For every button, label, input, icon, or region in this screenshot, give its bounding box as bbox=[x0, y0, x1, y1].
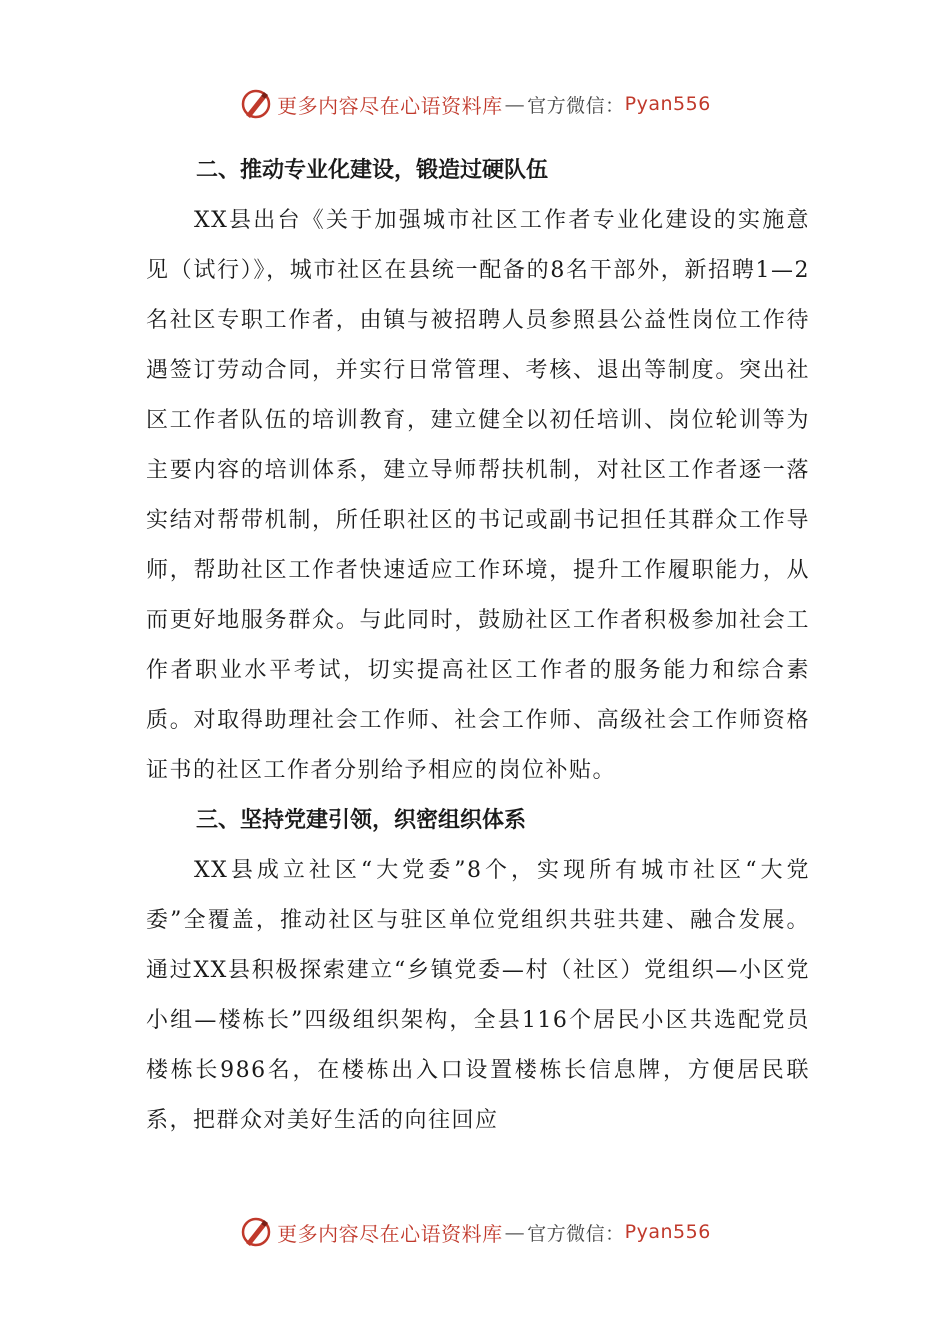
section-heading-3: 三、坚持党建引领，织密组织体系 bbox=[196, 808, 527, 833]
watermark-dash: — bbox=[504, 92, 526, 116]
watermark-label: 官方微信： bbox=[527, 1222, 625, 1245]
watermark-text: 更多内容尽在心语资料库 bbox=[277, 1221, 503, 1246]
section-paragraph-3: XX县成立社区“大党委”8个，实现所有城市社区“大党委”全覆盖，推动社区与驻区单位党组织共驻共建、融合发展。通过XX县积极探索建立“乡镇党委—村（社区）党组织—小区党小组—楼栋长”四级组织架构，全县116个居民小区共选配党员楼栋长986名，在楼栋出入口设置楼栋长信息牌，方便居民联系，把群众对美好生活的向往回应 bbox=[146, 858, 810, 1133]
document-body bbox=[146, 146, 810, 1146]
watermark-id: Pyan556 bbox=[624, 93, 711, 115]
watermark-dash: — bbox=[504, 1220, 526, 1244]
watermark-text: 更多内容尽在心语资料库 bbox=[277, 93, 503, 118]
section-heading-2: 二、推动专业化建设，锻造过硬队伍 bbox=[196, 158, 549, 183]
watermark-label: 官方微信： bbox=[527, 94, 625, 117]
section-paragraph-2: XX县出台《关于加强城市社区工作者专业化建设的实施意见（试行）》，城市社区在县统一配备的8名干部外，新招聘1—2名社区专职工作者，由镇与被招聘人员参照县公益性岗位工作待遇签订劳动合同，并实行日常管理、考核、退出等制度。突出社区工作者队伍的培训教育，建立健全以初任培训、岗位轮训等为主要内容的培训体系，建立导师帮扶机制，对社区工作者逐一落实结对帮带机制，所任职社区的书记或副书记担任其群众工作导师，帮助社区工作者快速适应工作环境，提升工作履职能力，从而更好地服务群众。与此同时，鼓励社区工作者积极参加社会工作者职业水平考试，切实提高社区工作者的服务能力和综合素质。对取得助理社会工作师、社会工作师、高级社会工作师资格证书的社区工作者分别给予相应的岗位补贴。 bbox=[146, 208, 810, 783]
watermark-id: Pyan556 bbox=[624, 1221, 711, 1243]
pen-logo-icon bbox=[239, 87, 273, 121]
pen-logo-icon bbox=[239, 1215, 273, 1249]
watermark-footer bbox=[0, 1212, 950, 1252]
watermark-header bbox=[0, 84, 950, 124]
